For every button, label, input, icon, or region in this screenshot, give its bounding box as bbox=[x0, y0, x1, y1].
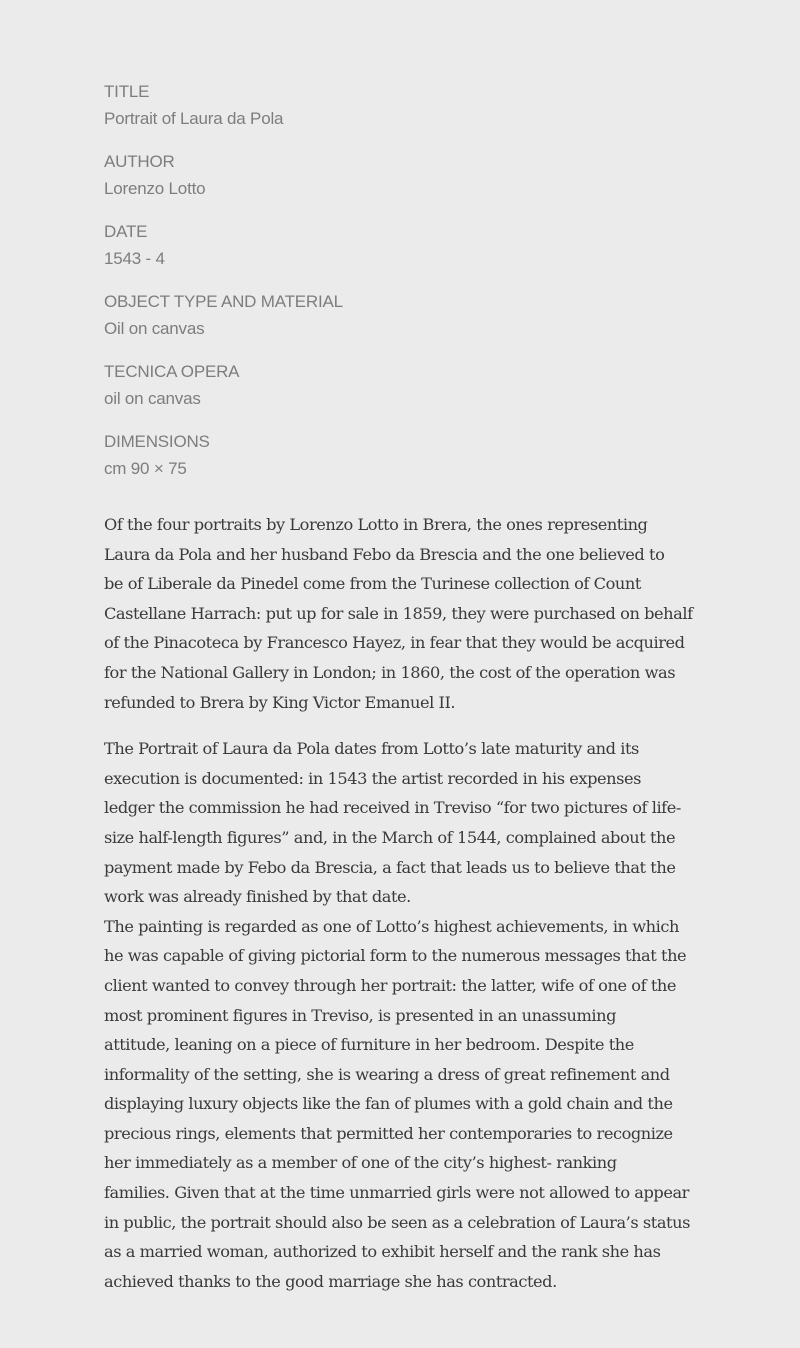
text-line: achieved thanks to the good marriage she has contracted. bbox=[104, 1271, 557, 1291]
text-line: client wanted to convey through her portrait: the latter, wife of one of the bbox=[104, 975, 676, 995]
tecnica-label: TECNICA OPERA bbox=[104, 362, 240, 381]
text-line: as a married woman, authorized to exhibit herself and the rank she has bbox=[104, 1242, 661, 1262]
text-line: The Portrait of Laura da Pola dates from Lotto’s late maturity and its bbox=[104, 739, 639, 759]
tecnica-field bbox=[104, 359, 744, 412]
text-line: The painting is regarded as one of Lotto’s highest achievements, in which bbox=[104, 916, 679, 936]
text-line: be of Liberale da Pinedel come from the Turinese collection of Count bbox=[104, 574, 641, 594]
title-label: TITLE bbox=[104, 82, 150, 101]
date-label: DATE bbox=[104, 222, 148, 241]
title-field bbox=[104, 79, 744, 132]
text-line: displaying luxury objects like the fan of plumes with a gold chain and the bbox=[104, 1094, 673, 1114]
text-line: of the Pinacoteca by Francesco Hayez, in fear that they would be acquired bbox=[104, 633, 685, 653]
text-line: refunded to Brera by King Victor Emanuel II. bbox=[104, 692, 456, 712]
artwork-detail bbox=[104, 79, 744, 1296]
artwork-description bbox=[104, 510, 744, 1296]
author-value: Lorenzo Lotto bbox=[104, 179, 206, 198]
text-line: size half-length figures” and, in the March of 1544, complained about the bbox=[104, 827, 676, 847]
text-line: work was already finished by that date. bbox=[104, 887, 411, 907]
text-line: execution is documented: in 1543 the artist recorded in his expenses bbox=[104, 768, 641, 788]
text-line: for the National Gallery in London; in 1860, the cost of the operation was bbox=[104, 662, 676, 682]
description-paragraph-1 bbox=[104, 510, 744, 717]
date-value: 1543 - 4 bbox=[104, 249, 165, 268]
description-paragraph-2 bbox=[104, 734, 744, 1296]
title-value: Portrait of Laura da Pola bbox=[104, 109, 284, 128]
text-line: he was capable of giving pictorial form to the numerous messages that the bbox=[104, 946, 687, 966]
dimensions-label: DIMENSIONS bbox=[104, 432, 210, 451]
text-line: her immediately as a member of one of the city’s highest- ranking bbox=[104, 1153, 617, 1173]
text-line: most prominent figures in Treviso, is presented in an unassuming bbox=[104, 1005, 617, 1025]
text-line: families. Given that at the time unmarried girls were not allowed to appear bbox=[104, 1183, 689, 1203]
text-line: attitude, leaning on a piece of furniture in her bedroom. Despite the bbox=[104, 1035, 634, 1055]
text-line: Laura da Pola and her husband Febo da Brescia and the one believed to bbox=[104, 544, 665, 564]
text-line: in public, the portrait should also be seen as a celebration of Laura’s status bbox=[104, 1212, 690, 1232]
text-line: informality of the setting, she is wearing a dress of great refinement and bbox=[104, 1064, 670, 1084]
author-label: AUTHOR bbox=[104, 152, 175, 171]
object-type-value: Oil on canvas bbox=[104, 319, 205, 338]
tecnica-value: oil on canvas bbox=[104, 389, 201, 408]
dimensions-value: cm 90 × 75 bbox=[104, 459, 187, 478]
text-line: precious rings, elements that permitted her contemporaries to recognize bbox=[104, 1123, 673, 1143]
object-type-label: OBJECT TYPE AND MATERIAL bbox=[104, 292, 343, 311]
object-type-field bbox=[104, 289, 744, 342]
text-line: Castellane Harrach: put up for sale in 1859, they were purchased on behalf bbox=[104, 603, 693, 623]
text-line: payment made by Febo da Brescia, a fact that leads us to believe that the bbox=[104, 857, 676, 877]
author-field bbox=[104, 149, 744, 202]
date-field bbox=[104, 219, 744, 272]
text-line: ledger the commission he had received in Treviso “for two pictures of life- bbox=[104, 798, 681, 818]
text-line: Of the four portraits by Lorenzo Lotto in Brera, the ones representing bbox=[104, 515, 648, 534]
dimensions-field bbox=[104, 429, 744, 482]
